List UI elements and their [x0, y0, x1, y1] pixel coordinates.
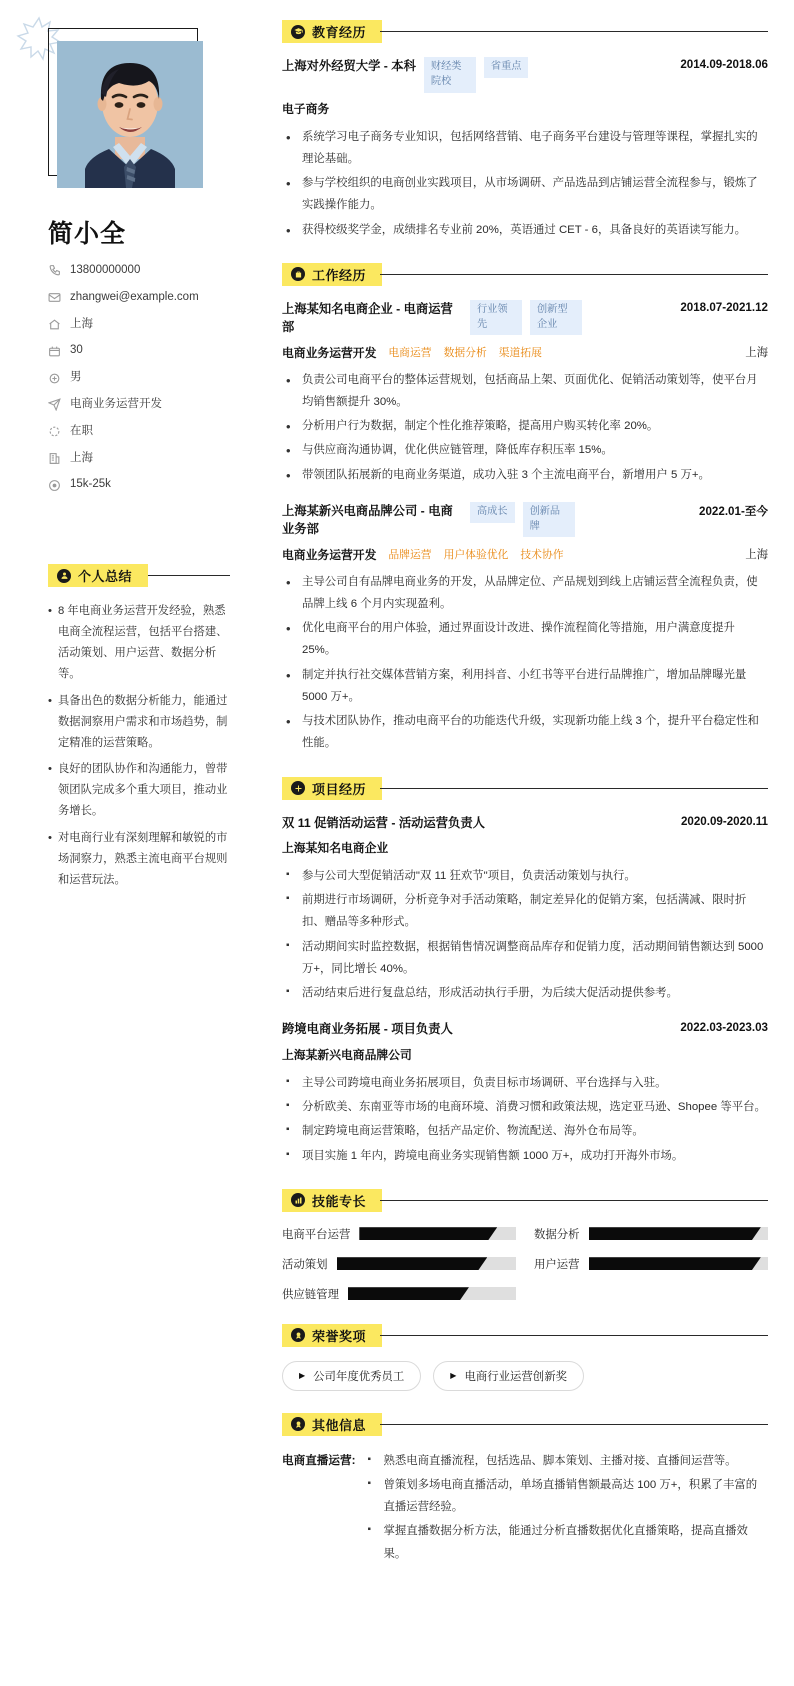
honors-badge: [282, 1324, 382, 1347]
summary-text: 8 年电商业务运营开发经验，熟悉电商全流程运营，包括平台搭建、活动策划、用户运营、数据分析等。: [57, 605, 228, 680]
contact-item-email: [48, 291, 246, 305]
work-rule: [380, 274, 768, 275]
company-tag: 高成长: [470, 502, 515, 523]
contact-value: 上海: [70, 317, 93, 330]
education-date: 2014.09-2018.06: [680, 58, 768, 71]
bullet-item: ▪ 主导公司跨境电商业务拓展项目，负责目标市场调研、平台选择与入驻。: [282, 1072, 768, 1094]
skill-track: [348, 1287, 516, 1300]
skill-row: [282, 1256, 516, 1272]
company-tag: 创新型企业: [530, 300, 582, 336]
person-circle-icon: [57, 569, 71, 583]
avatar: [57, 41, 203, 188]
project-date: 2020.09-2020.11: [680, 814, 768, 828]
projects-heading: [282, 777, 768, 800]
skill-track: [359, 1227, 516, 1240]
honors-heading: [282, 1324, 768, 1347]
work-date: 2018.07-2021.12: [680, 300, 768, 314]
work-entry-top: [282, 300, 768, 337]
work-heading: [282, 263, 768, 286]
contact-list: [48, 264, 246, 492]
contact-item-phone: [48, 264, 246, 278]
bullet-dot: •: [48, 763, 52, 776]
skill-fill: [337, 1257, 488, 1270]
other-key: 电商直播运营:: [282, 1453, 356, 1467]
work-skill-tag: 渠道拓展: [498, 346, 542, 359]
summary-item: [48, 601, 230, 685]
summary-item: [48, 759, 230, 822]
bullet-item: • 与技术团队协作，推动电商平台的功能迭代升级，实现新功能上线 3 个，提升平台稳定性和性能。: [282, 710, 768, 754]
bullet-item: • 负责公司电商平台的整体运营规划，包括商品上架、页面优化、促销活动策划等，使平台月均销售额提升 30%。: [282, 369, 768, 413]
work-bullets: [282, 571, 768, 755]
section-honors: [282, 1324, 768, 1391]
bullet-item: ▪ 前期进行市场调研，分析竞争对手活动策略，制定差异化的促销方案，包括满减、限时折扣、赠品等多种形式。: [282, 889, 768, 933]
play-triangle-icon: ▶: [450, 1371, 457, 1381]
contact-value: 15k-25k: [70, 478, 111, 491]
bullet-item: ▪ 参与公司大型促销活动"双 11 狂欢节"项目，负责活动策划与执行。: [282, 865, 768, 887]
projects-badge: [282, 777, 382, 800]
contact-value: 在职: [70, 424, 93, 437]
skills-heading: [282, 1189, 768, 1212]
work-location: 上海: [745, 549, 768, 562]
education-badge: [282, 20, 382, 43]
contact-value: 13800000000: [70, 264, 141, 276]
skill-fill: [348, 1287, 469, 1300]
skill-label: 活动策划: [282, 1258, 328, 1271]
building-icon: [48, 452, 61, 465]
main-column: [268, 0, 794, 1613]
play-triangle-icon: ▶: [299, 1371, 306, 1381]
bullet-item: ▪ 制定跨境电商运营策略，包括产品定价、物流配送、海外仓布局等。: [282, 1120, 768, 1142]
summary-title: 个人总结: [78, 569, 133, 585]
other-rule: [380, 1424, 768, 1425]
contact-item-salary: [48, 478, 246, 492]
bullet-item: • 制定并执行社交媒体营销方案，利用抖音、小红书等平台进行品牌推广，增加品牌曝光量 5000 万+。: [282, 664, 768, 708]
bullet-dot: •: [48, 694, 52, 707]
contact-item-gender: [48, 371, 246, 385]
other-body: [361, 1450, 768, 1567]
skill-track: [337, 1257, 516, 1270]
company-name: 上海某新兴电商品牌公司 - 电商业务部: [282, 503, 453, 537]
education-rule: [380, 31, 768, 32]
skill-fill: [589, 1227, 761, 1240]
project-name: 双 11 促销活动运营 - 活动运营负责人: [282, 815, 485, 830]
project-bullets: [282, 1072, 768, 1167]
project-org: 上海某知名电商企业: [282, 840, 389, 855]
mail-icon: [48, 291, 61, 304]
work-entry: [282, 502, 768, 755]
status-icon: [48, 425, 61, 438]
work-location: 上海: [745, 347, 768, 360]
projects-rule: [380, 788, 768, 789]
honor-chip[interactable]: [282, 1361, 421, 1391]
skill-label: 数据分析: [534, 1228, 580, 1241]
work-title: 工作经历: [312, 267, 367, 283]
work-skill-tag: 用户体验优化: [443, 548, 509, 561]
skill-label: 用户运营: [534, 1258, 580, 1271]
bullet-item: • 系统学习电子商务专业知识，包括网络营销、电子商务平台建设与管理等课程，掌握扎实的理论基础。: [282, 126, 768, 170]
honor-label: 电商行业运营创新奖: [464, 1370, 567, 1383]
education-entry: [282, 57, 768, 241]
summary-text: 对电商行业有深刻理解和敏锐的市场洞察力，熟悉主流电商平台规则和运营玩法。: [57, 832, 228, 886]
skill-label: 供应链管理: [282, 1288, 339, 1301]
summary-text: 具备出色的数据分析能力，能通过数据洞察用户需求和市场趋势，制定精准的运营策略。: [57, 694, 228, 749]
section-other: [282, 1413, 768, 1567]
project-entry: [282, 814, 768, 1005]
skills-rule: [380, 1200, 768, 1201]
work-entry-top: [282, 502, 768, 539]
calendar-icon: [48, 345, 61, 358]
skill-row: [282, 1226, 516, 1242]
skills-grid: [282, 1226, 768, 1302]
contact-value: 男: [70, 371, 82, 384]
work-skill-tag: 技术协作: [520, 548, 564, 561]
summary-text: 良好的团队协作和沟通能力，曾带领团队完成多个重大项目，推动业务增长。: [57, 763, 228, 818]
other-bullets: [361, 1450, 768, 1565]
skills-badge: [282, 1189, 382, 1212]
skill-track: [589, 1257, 768, 1270]
skill-label: 电商平台运营: [282, 1228, 351, 1241]
school-name: 上海对外经贸大学 - 本科: [282, 59, 416, 73]
graduation-cap-icon: [291, 25, 305, 39]
education-major: 电子商务: [282, 101, 330, 116]
honors-list: [282, 1361, 768, 1391]
bullet-item: ▪ 掌握直播数据分析方法，能通过分析直播数据优化直播策略，提高直播效果。: [361, 1520, 768, 1564]
bullet-item: ▪ 熟悉电商直播流程，包括选品、脚本策划、主播对接、直播间运营等。: [361, 1450, 768, 1472]
bullet-item: ▪ 曾策划多场电商直播活动，单场直播销售额最高达 100 万+，积累了丰富的直播运营经验。: [361, 1474, 768, 1518]
bullet-item: • 参与学校组织的电商创业实践项目，从市场调研、产品选品到店铺运营全流程参与，锻炼了实践操作能力。: [282, 172, 768, 216]
work-badge: [282, 263, 382, 286]
work-skill-tag: 数据分析: [443, 346, 487, 359]
other-title: 其他信息: [312, 1417, 367, 1433]
info-award-icon: [291, 1417, 305, 1431]
skills-title: 技能专长: [312, 1193, 367, 1209]
school-tag: 财经类院校: [424, 57, 476, 93]
work-date: 2022.01-至今: [699, 504, 768, 518]
contact-item-city: [48, 318, 246, 332]
company-tag: 行业领先: [470, 300, 522, 336]
section-projects: [282, 777, 768, 1167]
education-heading: [282, 20, 768, 43]
home-icon: [48, 318, 61, 331]
contact-value: 30: [70, 344, 83, 357]
section-summary: [48, 564, 230, 891]
project-name: 跨境电商业务拓展 - 项目负责人: [282, 1022, 453, 1037]
company-name: 上海某知名电商企业 - 电商运营部: [282, 301, 453, 335]
project-entry-top: [282, 814, 768, 832]
skill-track: [589, 1227, 768, 1240]
gender-icon: [48, 372, 61, 385]
work-skill-tag: 电商运营: [388, 346, 432, 359]
bullet-dot: •: [48, 605, 52, 618]
work-role-row: [282, 344, 768, 361]
bullet-item: ▪ 分析欧美、东南亚等市场的电商环境、消费习惯和政策法规，选定亚马逊、Shopee 等平台。: [282, 1096, 768, 1118]
contact-item-status: [48, 425, 246, 439]
section-education: [282, 20, 768, 241]
project-icon: [291, 781, 305, 795]
salary-icon: [48, 479, 61, 492]
skill-fill: [359, 1227, 497, 1240]
work-skill-tag: 品牌运营: [388, 548, 432, 561]
other-row: [282, 1450, 768, 1567]
honors-title: 荣誉奖项: [312, 1328, 367, 1344]
school-tag: 省重点: [484, 57, 529, 78]
bullet-item: • 与供应商沟通协调，优化供应链管理，降低库存积压率 15%。: [282, 439, 768, 461]
bullet-item: ▪ 活动期间实时监控数据，根据销售情况调整商品库存和促销力度，活动期间销售额达到 5000 万+，同比增长 40%。: [282, 936, 768, 980]
bullet-item: ▪ 项目实施 1 年内，跨境电商业务实现销售额 1000 万+，成功打开海外市场。: [282, 1145, 768, 1167]
project-entry: [282, 1020, 768, 1166]
project-date: 2022.03-2023.03: [680, 1021, 768, 1035]
photo-block: [48, 28, 228, 188]
honor-label: 公司年度优秀员工: [313, 1370, 405, 1383]
honors-rule: [380, 1335, 768, 1336]
chart-bar-icon: [291, 1193, 305, 1207]
bullet-item: • 带领团队拓展新的电商业务渠道，成功入驻 3 个主流电商平台，新增用户 5 万+。: [282, 464, 768, 486]
phone-icon: [48, 264, 61, 277]
summary-rule: [148, 575, 230, 576]
education-bullets: [282, 126, 768, 241]
education-entry-top: [282, 57, 768, 93]
skill-grid-spacer: [534, 1286, 768, 1302]
contact-value: zhangwei@example.com: [70, 290, 199, 303]
sidebar: [0, 0, 268, 897]
work-role-row: [282, 546, 768, 563]
briefcase-icon: [291, 267, 305, 281]
contact-value: 上海: [70, 451, 93, 464]
bullet-item: • 主导公司自有品牌电商业务的开发，从品牌定位、产品规划到线上店铺运营全流程负责，使品牌上线 6 个月内实现盈利。: [282, 571, 768, 615]
company-tag: 创新品牌: [523, 502, 575, 538]
bullet-item: ▪ 活动结束后进行复盘总结，形成活动执行手册，为后续大促活动提供参考。: [282, 982, 768, 1004]
contact-item-work-city: [48, 452, 246, 466]
work-role: 电商业务运营开发: [282, 547, 377, 562]
award-icon: [291, 1328, 305, 1342]
projects-title: 项目经历: [312, 781, 367, 797]
summary-item: [48, 691, 230, 754]
project-org: 上海某新兴电商品牌公司: [282, 1047, 412, 1062]
skill-row: [282, 1286, 516, 1302]
contact-item-position: [48, 398, 246, 412]
project-entry-top: [282, 1020, 768, 1038]
summary-badge: [48, 564, 148, 587]
summary-item: [48, 828, 230, 891]
summary-items: [48, 601, 230, 891]
contact-value: 电商业务运营开发: [70, 397, 162, 410]
other-badge: [282, 1413, 382, 1436]
contact-item-age: [48, 344, 246, 358]
bullet-item: • 获得校级奖学金，成绩排名专业前 20%，英语通过 CET - 6，具备良好的英语读写能力。: [282, 219, 768, 241]
honor-chip[interactable]: [433, 1361, 584, 1391]
bullet-dot: •: [48, 832, 52, 845]
paper-plane-icon: [48, 398, 61, 411]
education-title: 教育经历: [312, 25, 367, 40]
work-bullets: [282, 369, 768, 486]
work-entry: [282, 300, 768, 486]
bullet-item: • 优化电商平台的用户体验，通过界面设计改进、操作流程简化等措施，用户满意度提升 25%。: [282, 617, 768, 661]
project-bullets: [282, 865, 768, 1004]
work-role: 电商业务运营开发: [282, 345, 377, 360]
skill-fill: [589, 1257, 761, 1270]
profile-name: 简小全: [48, 220, 127, 248]
section-skills: [282, 1189, 768, 1302]
skill-row: [534, 1256, 768, 1272]
bullet-item: • 分析用户行为数据，制定个性化推荐策略，提高用户购买转化率 20%。: [282, 415, 768, 437]
section-work: [282, 263, 768, 755]
other-heading: [282, 1413, 768, 1436]
summary-heading: [48, 564, 230, 587]
skill-row: [534, 1226, 768, 1242]
